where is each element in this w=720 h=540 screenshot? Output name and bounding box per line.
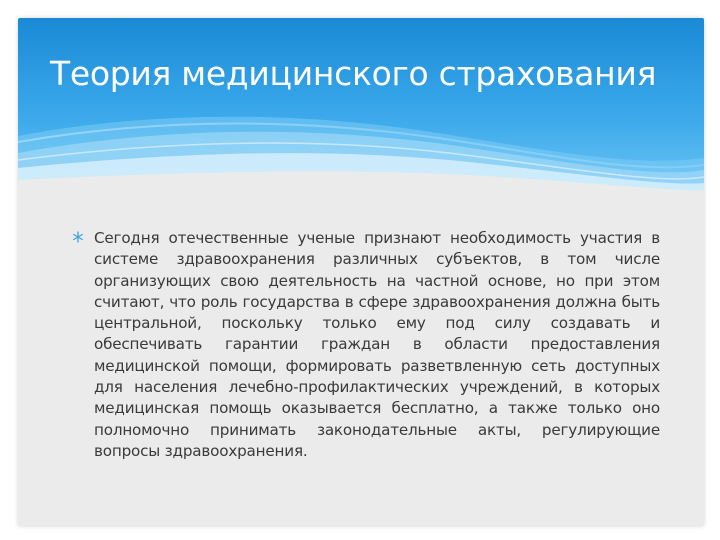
bullet-item (72, 228, 660, 462)
wave-banner-graphic (18, 18, 704, 193)
title-banner (18, 18, 704, 193)
slide-card (18, 18, 704, 526)
asterisk-bullet-icon (72, 231, 84, 243)
bullet-text: Сегодня отечественные ученые признают необходимость участия в системе здравоохранения различных субъектов, в том числе организующих свою деятельность на частной основе, но при этом считают, что роль государства в сфере здравоохранения должна быть центральной, поскольку только ему под силу создавать и обеспечивать гарантии граждан в области предоставления медицинской помощи, формировать разветвленную сеть доступных для населения лечебно-профилактических учреждений, в которых медицинская помощь оказывается бесплатно, а также только оно полномочно принимать законодательные акты, регулирующие вопросы здравоохранения. (94, 229, 660, 460)
slide-title: Теория медицинского страхования (50, 54, 657, 93)
